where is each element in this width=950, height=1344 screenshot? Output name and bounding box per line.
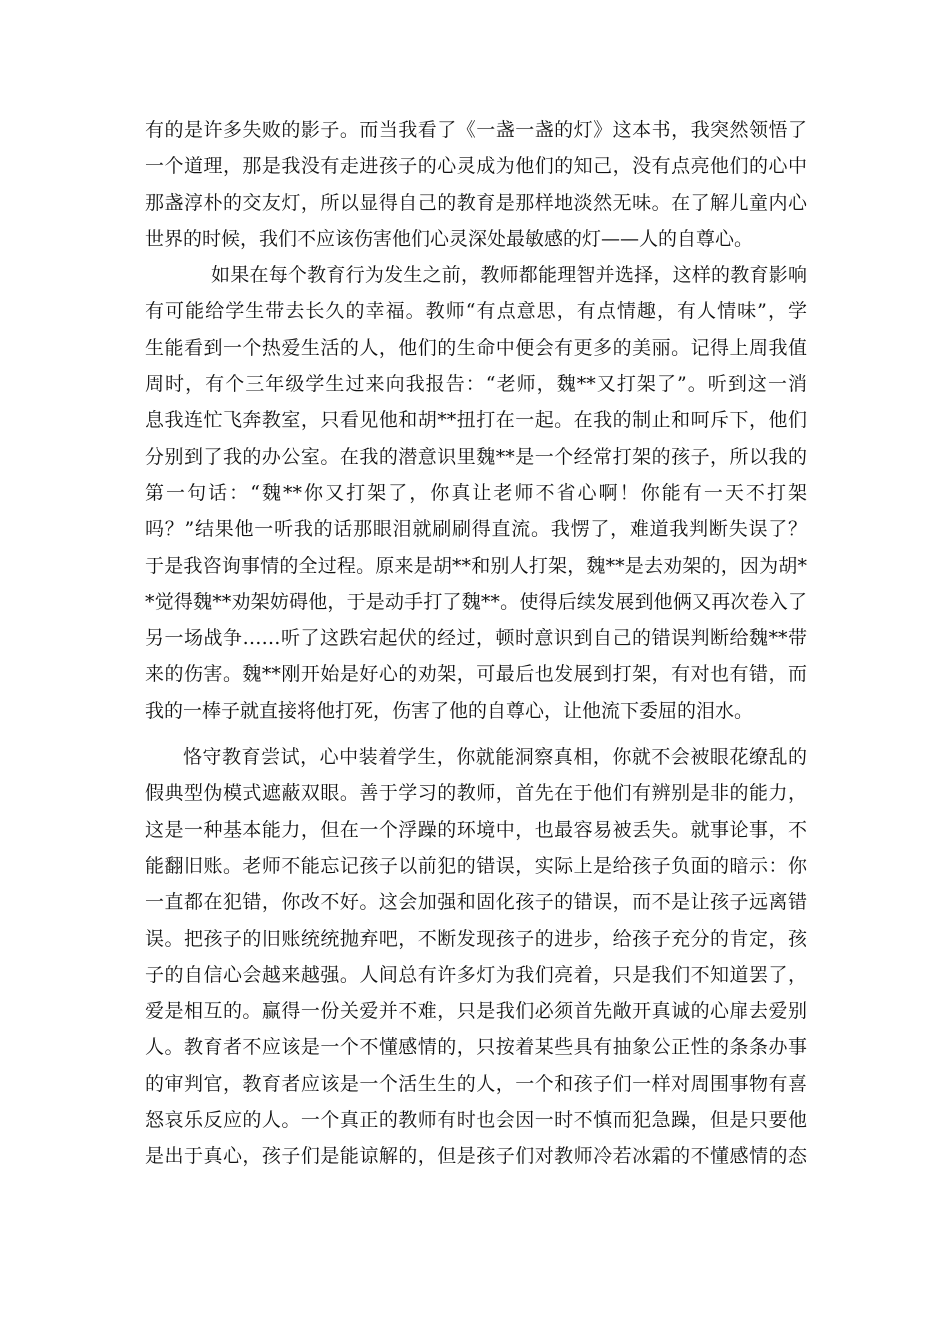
text-line: 如果在每个教育行为发生之前，教师都能理智并选择，这样的教育影响: [211, 264, 807, 287]
paragraph-2: [145, 257, 807, 729]
text-line: 恪守教育尝试，心中装着学生，你就能洞察真相，你就不会被眼花缭乱的: [183, 746, 807, 769]
text-line: 怒哀乐反应的人。一个真正的教师有时也会因一时不慎而犯急躁，但是只要他: [145, 1109, 807, 1132]
text-line: 假典型伪模式遮蔽双眼。善于学习的教师，首先在于他们有辨别是非的能力，: [145, 782, 807, 805]
text-line: 有可能给学生带去长久的幸福。教师“有点意思，有点情趣，有人情味”，学: [145, 300, 807, 323]
text-line: 人。教育者不应该是一个不懂感情的，只按着某些具有抽象公正性的条条办事: [145, 1036, 807, 1059]
text-line: 于是我咨询事情的全过程。原来是胡**和别人打架，魏**是去劝架的，因为胡*: [145, 554, 807, 577]
text-line: 爱是相互的。赢得一份关爱并不难，只是我们必须首先敞开真诚的心扉去爱别: [145, 1000, 807, 1023]
text-line: 误。把孩子的旧账统统抛弃吧，不断发现孩子的进步，给孩子充分的肯定，孩: [145, 927, 807, 950]
text-line: 吗？”结果他一听我的话那眼泪就刷刷得直流。我愣了，难道我判断失误了？: [145, 518, 807, 541]
text-line: 有的是许多失败的影子。而当我看了《一盏一盏的灯》这本书，我突然领悟了: [145, 119, 807, 141]
text-line: 一直都在犯错，你改不好。这会加强和固化孩子的错误，而不是让孩子远离错: [145, 891, 807, 914]
text-line: 那盏淳朴的交友灯，所以显得自己的教育是那样地淡然无味。在了解儿童内心: [145, 191, 807, 214]
text-line: 这是一种基本能力，但在一个浮躁的环境中，也最容易被丢失。就事论事，不: [145, 818, 807, 841]
text-line: 周时，有个三年级学生过来向我报告：“老师，魏**又打架了”。听到这一消: [145, 373, 807, 396]
text-line: 来的伤害。魏**刚开始是好心的劝架，可最后也发展到打架，有对也有错，而: [145, 663, 807, 686]
text-line: 子的自信心会越来越强。人间总有许多灯为我们亮着，只是我们不知道罢了，: [145, 963, 807, 986]
paragraph-1: [145, 112, 807, 257]
text-line: 世界的时候，我们不应该伤害他们心灵深处最敏感的灯——人的自尊心。: [145, 227, 754, 250]
text-line: 我的一棒子就直接将他打死，伤害了他的自尊心，让他流下委屈的泪水。: [145, 699, 754, 722]
text-line: *觉得魏**劝架妨碍他，于是动手打了魏**。使得后续发展到他俩又再次卷入了: [145, 590, 807, 613]
text-line: 另一场战争……听了这跌宕起伏的经过，顿时意识到自己的错误判断给魏**带: [145, 627, 807, 650]
text-line: 息我连忙飞奔教室，只看见他和胡**扭打在一起。在我的制止和呵斥下，他们: [145, 409, 807, 432]
text-line: 第一句话：“魏**你又打架了，你真让老师不省心啊！你能有一天不打架: [145, 481, 807, 504]
text-line: 能翻旧账。老师不能忘记孩子以前犯的错误，实际上是给孩子负面的暗示：你: [145, 854, 807, 877]
text-line: 一个道理，那是我没有走进孩子的心灵成为他们的知己，没有点亮他们的心中: [145, 155, 807, 178]
text-line: 是出于真心，孩子们是能谅解的，但是孩子们对教师冷若冰霜的不懂感情的态: [145, 1145, 807, 1168]
text-line: 的审判官，教育者应该是一个活生生的人，一个和孩子们一样对周围事物有喜: [145, 1072, 807, 1095]
paragraph-3: [145, 739, 807, 1175]
paragraph-gap: [145, 729, 807, 739]
text-line: 生能看到一个热爱生活的人，他们的生命中便会有更多的美丽。记得上周我值: [145, 336, 807, 359]
body-text: [145, 112, 807, 1175]
text-line: 分别到了我的办公室。在我的潜意识里魏**是一个经常打架的孩子，所以我的: [145, 445, 807, 468]
